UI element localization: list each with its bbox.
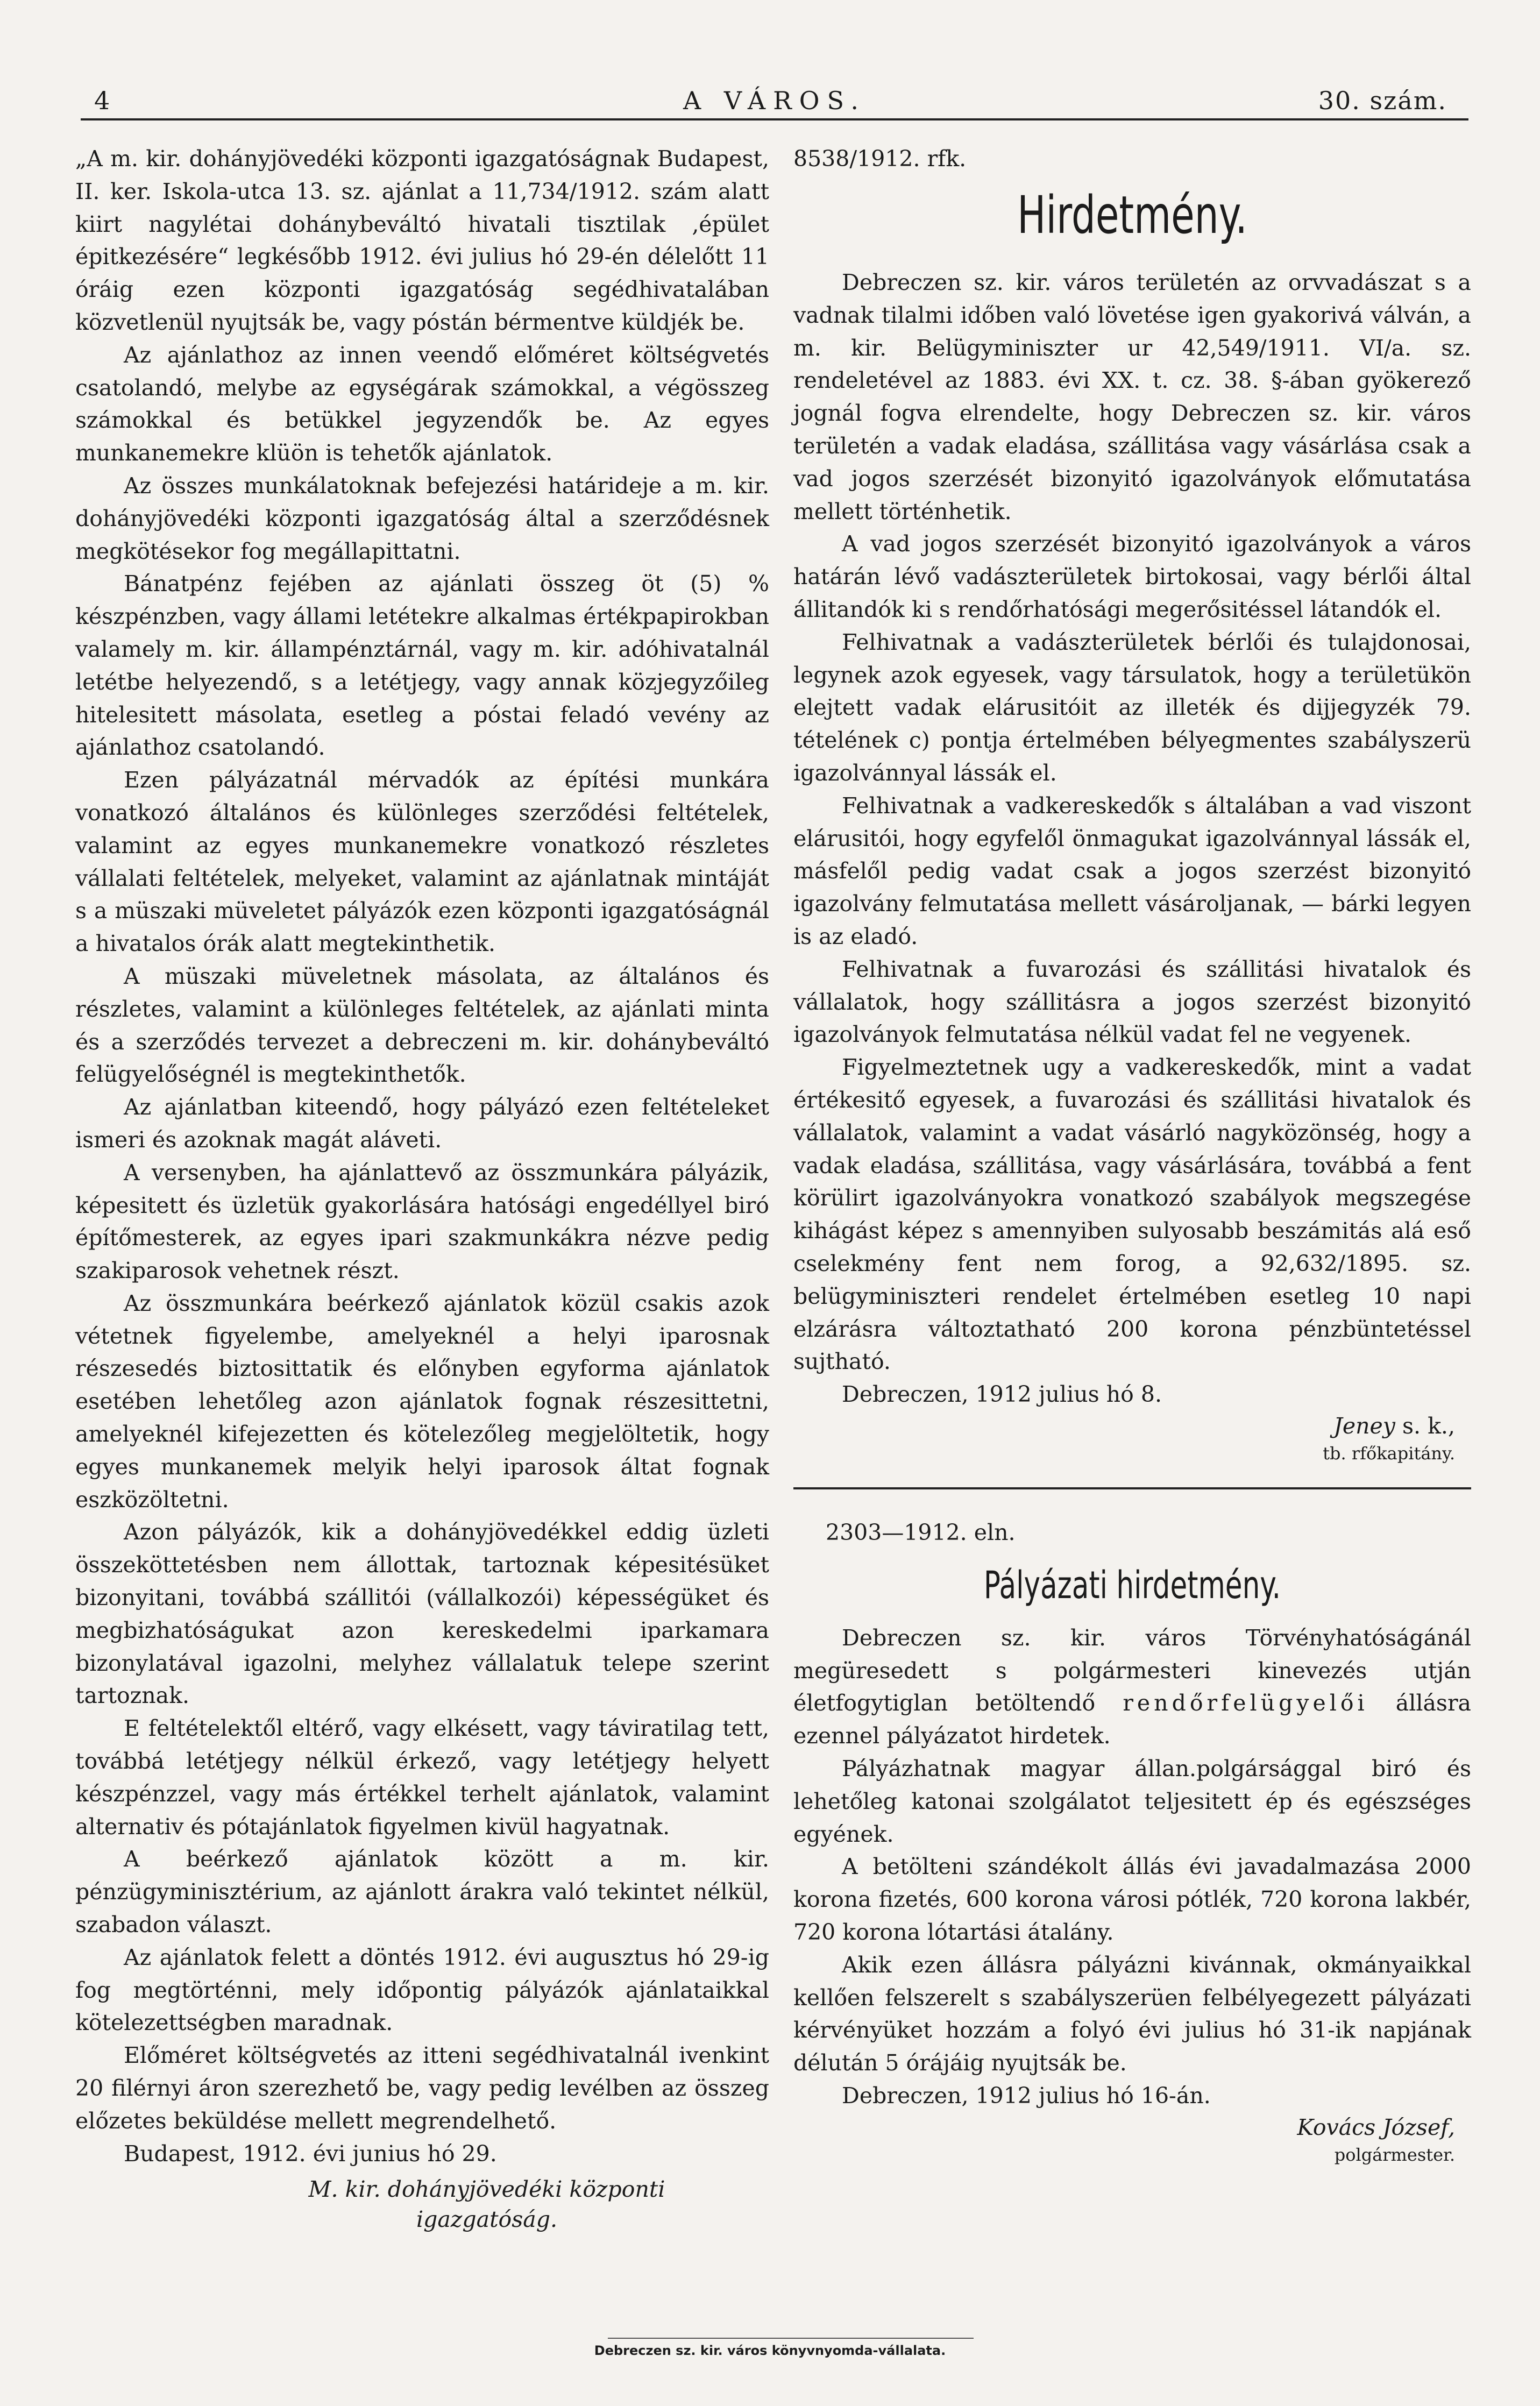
signature-title: polgármester.	[1334, 2144, 1455, 2165]
left-paragraph: E feltételektől eltérő, vagy elkésett, vagy táviratilag tett, továbbá letétjegy nélkül érkező, vagy letétjegy helyett készpénzzel, vagy más értékkel terhelt ajánlatok, valamint alternativ és pótajánlatok figyelmen kivül hagyatnak.	[75, 1715, 769, 1840]
left-paragraph: Azon pályázók, kik a dohányjövedékkel eddig üzleti összeköttetésben nem állottak, tartoznak képesitésüket bizonyitani, továbbá szállitói (vállalkozói) képességüket és megbizhatóságukat azon kereskedelmi iparkamara bizonylatával igazolni, melyhez vállalatuk telepe szerint tartoznak.	[75, 1519, 769, 1709]
notice-paragraph: Akik ezen állásra pályázni kivánnak, okmányaikkal kellően felszerelt s szabályszerüen felbélyegezett pályázati kérvényüket hozzám a folyó évi julius hó 31-ik napjának délután 5 órájáig nyujtsák be.	[793, 1951, 1471, 2076]
signature-title: tb. rfőkapitány.	[1323, 1443, 1455, 1464]
left-paragraph: A beérkező ajánlatok között a m. kir. pénzügyminisztérium, az ajánlott árakra való tekintet nélkül, szabadon választ.	[75, 1846, 769, 1938]
notice-paragraph: Felhivatnak a vadászterületek bérlői és tulajdonosai, legynek azok egyesek, vagy társulatok, hogy a területükön elejtett vadak elárusitóit az illeték és dijjegyzék 79. tételének c) pontja értelmében bélyegmentes szabályszerü igazolvánnyal lássák el.	[793, 629, 1471, 786]
footer-divider	[608, 2338, 974, 2339]
notice-paragraph: Pályázhatnak magyar állan.polgársággal biró és lehetőleg katonai szolgálatot teljesitett ép és egészséges egyének.	[793, 1756, 1471, 1847]
left-paragraph: A müszaki müveletnek másolata, az általános és részletes, valamint a különleges feltételek, az ajánlati minta és a szerződés tervezet a debreczeni m. kir. dohánybeváltó felügyelőségnél is megtekinthetők.	[75, 963, 769, 1088]
ref-number: 2303—1912. eln.	[826, 1519, 1016, 1545]
left-paragraph: Az ajánlathoz az innen veendő előméret költségvetés csatolandó, melybe az egységárak számokkal, a végösszeg számokkal és betükkel jegyzendők be. Az egyes munkanemekre klüön is tehetők ajánlatok.	[75, 342, 769, 466]
left-paragraph: Az ajánlatok felett a döntés 1912. évi augusztus hó 29-ig fog megtörténni, mely időpontig pályázók ajánlataikkal kötelezettségben maradnak.	[75, 1944, 769, 2036]
notice-title: Pályázati hirdetmény.	[983, 1563, 1281, 1607]
notice-title: Hirdetmény.	[1017, 185, 1247, 245]
page-header	[81, 81, 1468, 120]
left-paragraph: Az összmunkára beérkező ajánlatok közül csakis azok vétetnek figyelembe, amelyeknél a helyi iparosnak részesedés biztosittatik és előnyben egyforma ajánlatok esetében lehetőleg azon ajánlatok fognak részesittetni, amelyeknél kifejezetten és kötelezőleg megjelöltetik, hogy egyes munkanemek melyik helyi iparosok áltat fognak eszközöltetni.	[75, 1290, 769, 1513]
date-line: Budapest, 1912. évi junius hó 29.	[124, 2140, 497, 2167]
issue-number: 30. szám.	[1318, 86, 1447, 115]
signature-name: Jeney	[1333, 1413, 1395, 1439]
left-paragraph: Bánatpénz fejében az ajánlati összeg öt (5) % készpénzben, vagy állami letétekre alkalmas értékpapirokban valamely m. kir. állampénztárnál, vagy m. kir. adóhivatalnál letétbe helyezendő, s a letétjegy, vagy annak közjegyzőileg hitelesitett másolata, esetleg a póstai feladó vevény az ajánlathoz csatolandó.	[75, 571, 769, 761]
signature-name: Kovács József,	[1297, 2114, 1455, 2140]
signature-line-1: M. kir. dohányjövedéki központi	[308, 2176, 665, 2203]
right-column	[793, 143, 1471, 2167]
ref-number: 8538/1912. rfk.	[793, 146, 967, 172]
signature	[793, 2112, 1471, 2142]
date-line: Debreczen, 1912 julius hó 16-án.	[842, 2083, 1211, 2109]
notice-paragraph: Debreczen sz. kir. város területén az orvvadászat s a vadnak tilalmi időben való lövetése igen gyakorivá válván, a m. kir. Belügyminiszter ur 42,549/1911. VI/a. sz. rendeletével az 1883. évi XX. t. cz. 38. §-ában gyökerező jognál fogva elrendelte, hogy Debreczen sz. kir. város területén a vadak eladása, szállitása vagy vásárlása csak a vad jogos szerzését bizonyitó igazolványok előmutatása mellett történhetik.	[793, 269, 1471, 524]
notice-paragraph: Felhivatnak a vadkereskedők s általában a vad viszont elárusitói, hogy egyfelől önmagukat igazolvánnyal lássák el, másfelől pedig vadat csak a jogos szerzést bizonyitó igazolvány felmutatása mellett vásároljanak, — bárki legyen is az eladó.	[793, 792, 1471, 949]
left-column	[75, 143, 769, 2234]
notice-paragraph: A betölteni szándékolt állás évi javadalmazása 2000 korona fizetés, 600 korona városi pótlék, 720 korona lakbér, 720 korona lótartási átalány.	[793, 1854, 1471, 1946]
signature	[793, 1411, 1471, 1441]
left-paragraph: Az összes munkálatoknak befejezési határideje a m. kir. dohányjövedéki központi igazgatóság által a szerződésnek megkötésekor fog megállapittatni.	[75, 472, 769, 564]
left-paragraph: A versenyben, ha ajánlattevő az összmunkára pályázik, képesitett és üzletük gyakorlására hatósági engedéllyel biró építőmesterek, az egyes ipari szakmunkákra nézve pedig szakiparosok vehetnek részt.	[75, 1159, 769, 1284]
notice-paragraph: Figyelmeztetnek ugy a vadkereskedők, mint a vadat értékesitő egyesek, a fuvarozási és szállitási hivatalok és vállalatok, valamint a vadat vásárló nagyközönség, hogy a vadak eladása, szállitása, vagy vásárlására, továbbá a fent körülirt igazolványokra vonatkozó szabályok megszegése kihágást képez s amennyiben sulyosabb beszámitás alá eső cselekmény fent nem forog, a 92,632/1895. sz. belügyminiszteri rendelet értelmében esetleg 10 napi elzárásra változtatható 200 korona pénzbüntetéssel sujtható.	[793, 1054, 1471, 1375]
date-line: Debreczen, 1912 julius hó 8.	[842, 1381, 1162, 1408]
notice-paragraph: A vad jogos szerzését bizonyitó igazolványok a város határán lévő vadászterületek birtokosai, vagy bérlői által állitandók ki s rendőrhatósági megerősitéssel látandók el.	[793, 531, 1471, 622]
page-number: 4	[94, 86, 111, 115]
left-paragraph: Az ajánlatban kiteendő, hogy pályázó ezen feltételeket ismeri és azoknak magát aláveti.	[75, 1094, 769, 1153]
section-divider	[793, 1487, 1471, 1489]
newspaper-title: A VÁROS.	[683, 86, 866, 115]
signature-suffix: s. k.,	[1395, 1413, 1455, 1439]
left-paragraph: Ezen pályázatnál mérvadók az építési munkára vonatkozó általános és különleges szerződési feltételek, valamint az egyes munkanemekre vonatkozó részletes vállalati feltételek, melyeket, valamint az ajánlatnak mintáját s a müszaki müveletet pályázók ezen központi igazgatóságnál a hivatalos órák alatt megtekinthetik.	[75, 767, 769, 957]
text-run: állásra ezennel pályázatot hirdetek.	[793, 1690, 1471, 1749]
left-paragraph: Előméret költségvetés az itteni segédhivatalnál ivenkint 20 filérnyi áron szerezhető be, vagy pedig levélben az összeg előzetes beküldése mellett megrendelhető.	[75, 2042, 769, 2134]
signature-line-2: igazgatóság.	[416, 2206, 557, 2233]
left-paragraph: „A m. kir. dohányjövedéki központi igazgatóságnak Budapest, II. ker. Iskola-utca 13. sz. ajánlat a 11,734/1912. szám alatt kiirt nagylétai dohánybeváltó hivatali tisztilak ‚épület épitkezésére“ legkésőbb 1912. évi julius hó 29-én délelőtt 11 óráig ezen központi igazgatóság segédhivatalában közvetlenül nyujtsák be, vagy póstán bérmentve küldjék be.	[75, 146, 769, 335]
notice-paragraph: Felhivatnak a fuvarozási és szállitási hivatalok és vállalatok, hogy szállitásra a jogos szerzést bizonyitó igazolványok felmutatása nélkül vadat fel ne vegyenek.	[793, 956, 1471, 1048]
printer-imprint: Debreczen sz. kir. város könyvnyomda-vállalata.	[594, 2343, 946, 2358]
spaced-term: rendőrfelügyelői	[1123, 1690, 1368, 1716]
notice-paragraph	[793, 1622, 1471, 1752]
text-run: Debreczen sz. kir. város Törvényhatóságánál megüresedett s polgármesteri kinevezés utján életfogytiglan betöltendő	[793, 1624, 1471, 1716]
